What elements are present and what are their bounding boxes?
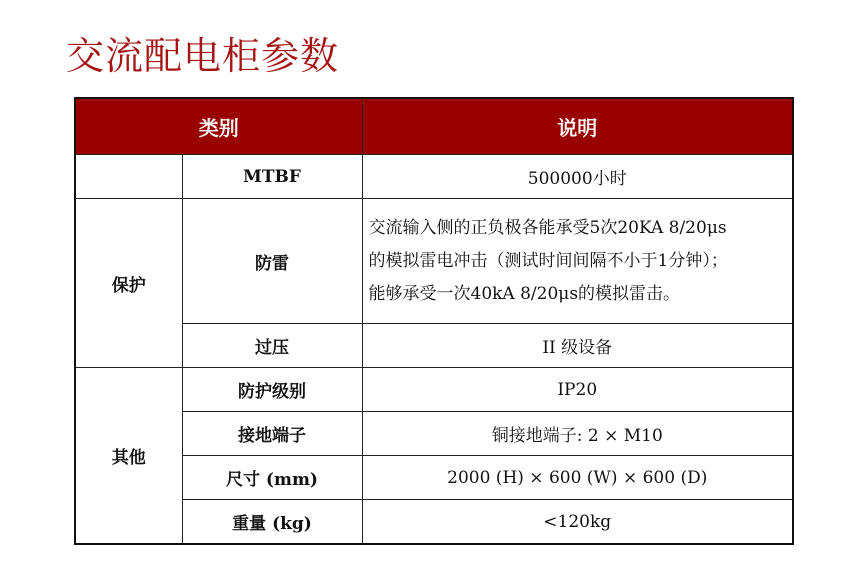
desc-overvoltage: II 级设备: [362, 324, 793, 368]
table-row-ip-rating: [75, 368, 793, 412]
page-title: 交流配电柜参数: [66, 34, 340, 78]
table-header-row: [75, 98, 793, 155]
desc-grounding: 铜接地端子: 2 × M10: [362, 412, 793, 456]
category-other: 其他: [75, 368, 182, 545]
header-description: 说明: [362, 98, 793, 155]
table-row-dimensions: [75, 456, 793, 500]
table-row-lightning: [75, 199, 793, 324]
desc-lightning-line-3: 能够承受一次40kA 8/20μs的模拟雷击。: [368, 283, 681, 304]
item-dimensions: 尺寸 (mm): [182, 456, 362, 500]
desc-lightning-line-2: 的模拟雷电冲击（测试时间间隔不小于1分钟）；: [368, 250, 728, 271]
item-mtbf: MTBF: [182, 155, 362, 199]
item-lightning: 防雷: [182, 199, 362, 324]
item-weight: 重量 (kg): [182, 500, 362, 545]
parameter-table: [74, 97, 794, 545]
item-overvoltage: 过压: [182, 324, 362, 368]
table-row-weight: [75, 500, 793, 545]
desc-mtbf: 500000小时: [362, 155, 793, 199]
item-ip-rating: 防护级别: [182, 368, 362, 412]
category-protection: 保护: [75, 199, 182, 368]
table-row-overvoltage: [75, 324, 793, 368]
header-category: 类别: [75, 98, 362, 155]
table-row-mtbf: [75, 155, 793, 199]
desc-ip-rating: IP20: [362, 368, 793, 412]
table-row-grounding: [75, 412, 793, 456]
desc-lightning: [362, 199, 793, 324]
desc-weight: <120kg: [362, 500, 793, 545]
item-grounding: 接地端子: [182, 412, 362, 456]
desc-dimensions: 2000 (H) × 600 (W) × 600 (D): [362, 456, 793, 500]
desc-lightning-line-1: 交流输入侧的正负极各能承受5次20KA 8/20μs: [368, 217, 727, 238]
category-cell-empty: [75, 155, 182, 199]
